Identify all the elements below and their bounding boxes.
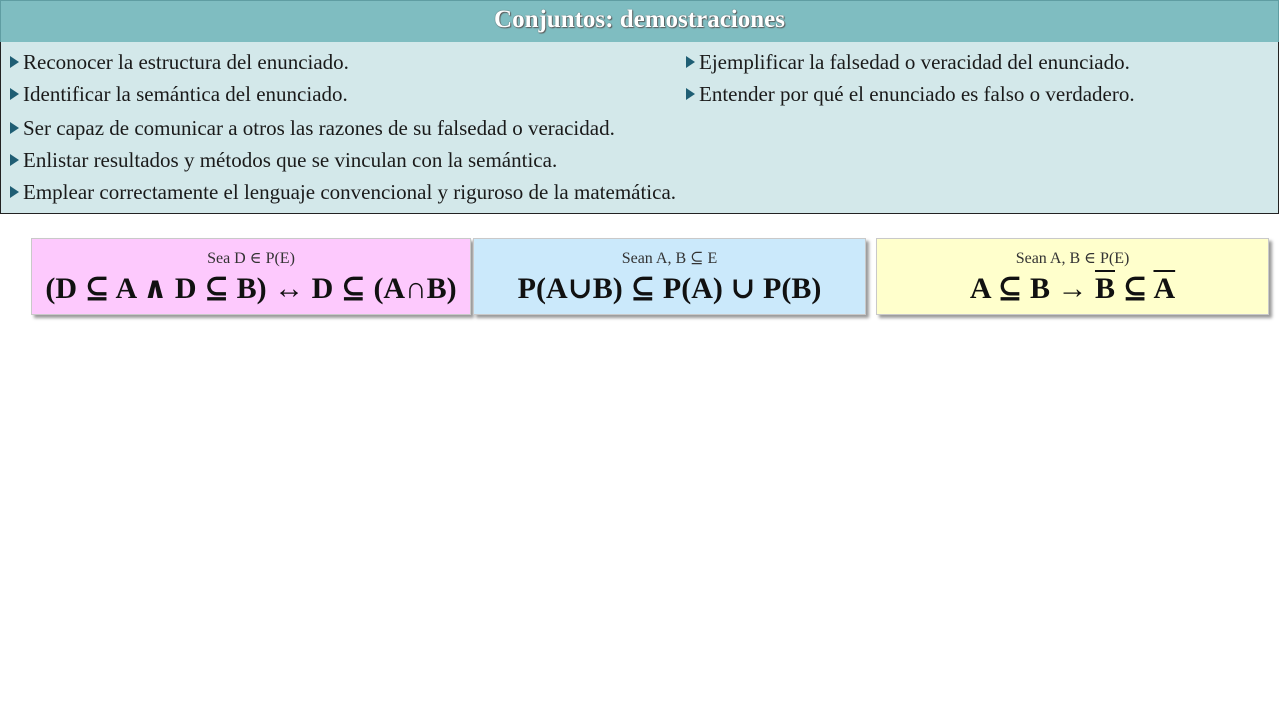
arrow-bullet-icon <box>10 56 19 68</box>
objective-text: Ejemplificar la falsedad o veracidad del enunciado. <box>699 50 1130 74</box>
objective-text: Emplear correctamente el lenguaje convencional y riguroso de la matemática. <box>23 180 677 204</box>
objective-item <box>686 82 1135 106</box>
page-title: Conjuntos: demostraciones <box>494 6 785 33</box>
formula-text: P(A∪B) ⊆ P(A) ∪ P(B) <box>517 272 822 305</box>
objective-item <box>686 50 1130 74</box>
arrow-bullet-icon <box>10 122 19 134</box>
arrow-bullet-icon <box>10 186 19 198</box>
hypothesis-text: Sea D ∈ P(E) <box>207 250 295 267</box>
hypothesis-text: Sean A, B ⊆ E <box>621 250 718 267</box>
objective-item <box>10 116 615 140</box>
formula-part: A ⊆ B → <box>969 272 1095 305</box>
title-bar <box>0 0 1279 43</box>
formula-text: (D ⊆ A ∧ D ⊆ B) ↔ D ⊆ (A∩B) <box>45 272 457 305</box>
objective-item <box>10 50 349 74</box>
objective-text: Ser capaz de comunicar a otros las razones de su falsedad o veracidad. <box>23 116 615 140</box>
objectives-panel <box>0 42 1279 214</box>
objective-text: Enlistar resultados y métodos que se vinculan con la semántica. <box>23 148 558 172</box>
formula-part: ⊆ <box>1115 272 1154 305</box>
complement-a: $\overline{A}$ <box>1153 272 1176 305</box>
arrow-bullet-icon <box>10 154 19 166</box>
objective-text: Reconocer la estructura del enunciado. <box>23 50 349 74</box>
arrow-bullet-icon <box>686 56 695 68</box>
objective-text: Identificar la semántica del enunciado. <box>23 82 348 106</box>
complement-b: $\overline{B}$ <box>1094 272 1115 305</box>
objective-text: Entender por qué el enunciado es falso o verdadero. <box>699 82 1135 106</box>
formula-box-intersection[interactable] <box>31 238 471 315</box>
objective-item <box>10 82 348 106</box>
objective-item <box>10 148 557 172</box>
objective-item <box>10 180 676 204</box>
formula-box-power-set[interactable] <box>473 238 866 315</box>
formula-text <box>877 272 1268 306</box>
arrow-bullet-icon <box>686 88 695 100</box>
arrow-bullet-icon <box>10 88 19 100</box>
formula-box-complement[interactable] <box>876 238 1269 315</box>
hypothesis-text: Sean A, B ∈ P(E) <box>1015 250 1130 267</box>
